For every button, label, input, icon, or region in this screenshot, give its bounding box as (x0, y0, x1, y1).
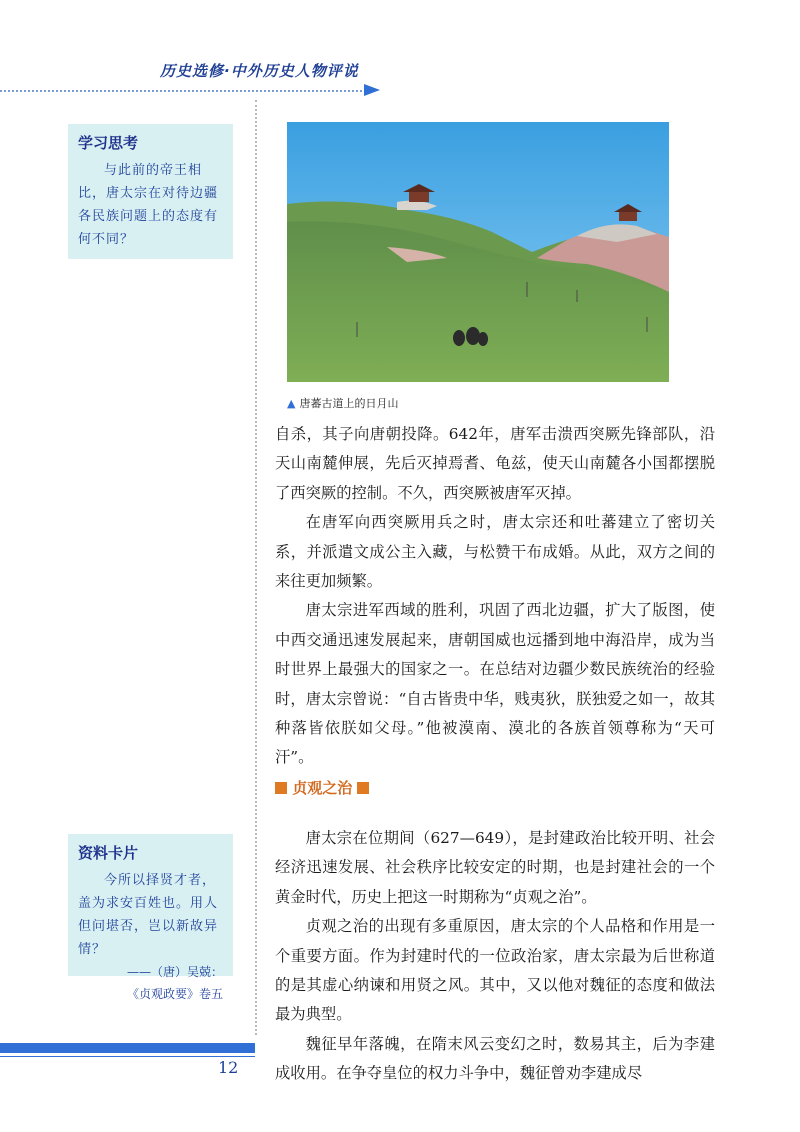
header-dotted-rule (0, 90, 370, 92)
data-card-title: 资料卡片 (78, 844, 139, 862)
paragraph: 唐太宗在位期间（627—649），是封建政治比较开明、社会经济迅速发展、社会秩序比较安定的时期，也是封建社会的一个黄金时代，历史上把这一时期称为“贞观之治”。 (275, 829, 715, 906)
caption-triangle-icon: ▲ (287, 397, 296, 410)
body-text-upper (275, 420, 715, 773)
heading-square-icon (357, 782, 369, 794)
header-arrow-icon (364, 84, 380, 96)
data-card-text: 今所以择贤才者，盖为求安百姓也。用人但问堪否，岂以新故异情？ (78, 873, 219, 957)
data-card-source-book: 《贞观政要》卷五 (126, 987, 223, 1001)
body-text-lower (275, 824, 715, 1089)
data-card-source-author: ——（唐）吴兢： (126, 965, 223, 979)
heading-square-icon (275, 782, 287, 794)
section-heading-text: 贞观之治 (292, 779, 353, 797)
section-heading (275, 777, 369, 798)
riyue-mountain-photo (287, 122, 669, 382)
page-number: 12 (218, 1058, 239, 1077)
paragraph: 自杀，其子向唐朝投降。642年，唐军击溃西突厥先锋部队，沿天山南麓伸展，先后灭掉焉耆、龟兹，使天山南麓各小国都摆脱了西突厥的控制。不久，西突厥被唐军灭掉。 (275, 425, 715, 502)
landscape-illustration (287, 122, 669, 382)
margin-divider (255, 100, 257, 1035)
study-think-box (68, 124, 233, 259)
paragraph: 在唐军向西突厥用兵之时，唐太宗还和吐蕃建立了密切关系，并派遣文成公主入藏，与松赞干布成婚。从此，双方之间的来往更加频繁。 (275, 513, 715, 591)
footer-rule (0, 1056, 255, 1057)
paragraph: 魏征早年落魄，在隋末风云变幻之时，数易其主，后为李建成收用。在争夺皇位的权力斗争中，魏征曾劝李建成尽 (275, 1034, 715, 1083)
data-card-box (68, 834, 233, 1001)
paragraph: 贞观之治的出现有多重原因，唐太宗的个人品格和作用是一个重要方面。作为封建时代的一位政治家，唐太宗最为后世称道的是其虚心纳谏和用贤之风。其中，又以他对魏征的态度和做法最为典型。 (275, 917, 715, 1024)
running-header-title: 历史选修·中外历史人物评说 (160, 62, 359, 80)
caption-text: 唐蕃古道上的日月山 (299, 397, 399, 410)
study-think-title: 学习思考 (78, 134, 139, 152)
study-think-text: 与此前的帝王相比，唐太宗在对待边疆各民族问题上的态度有何不同？ (78, 163, 219, 247)
footer-bar (0, 1043, 255, 1053)
photo-caption (287, 395, 398, 411)
paragraph: 唐太宗进军西域的胜利，巩固了西北边疆，扩大了版图，使中西交通迅速发展起来，唐朝国威也远播到地中海沿岸，成为当时世界上最强大的国家之一。在总结对边疆少数民族统治的经验时，唐太宗曾说：“自古皆贵中华，贱夷狄，朕独爱之如一，故其种落皆依朕如父母。”他被漠南、漠北的各族首领尊称为“天可汗”。 (275, 601, 715, 767)
